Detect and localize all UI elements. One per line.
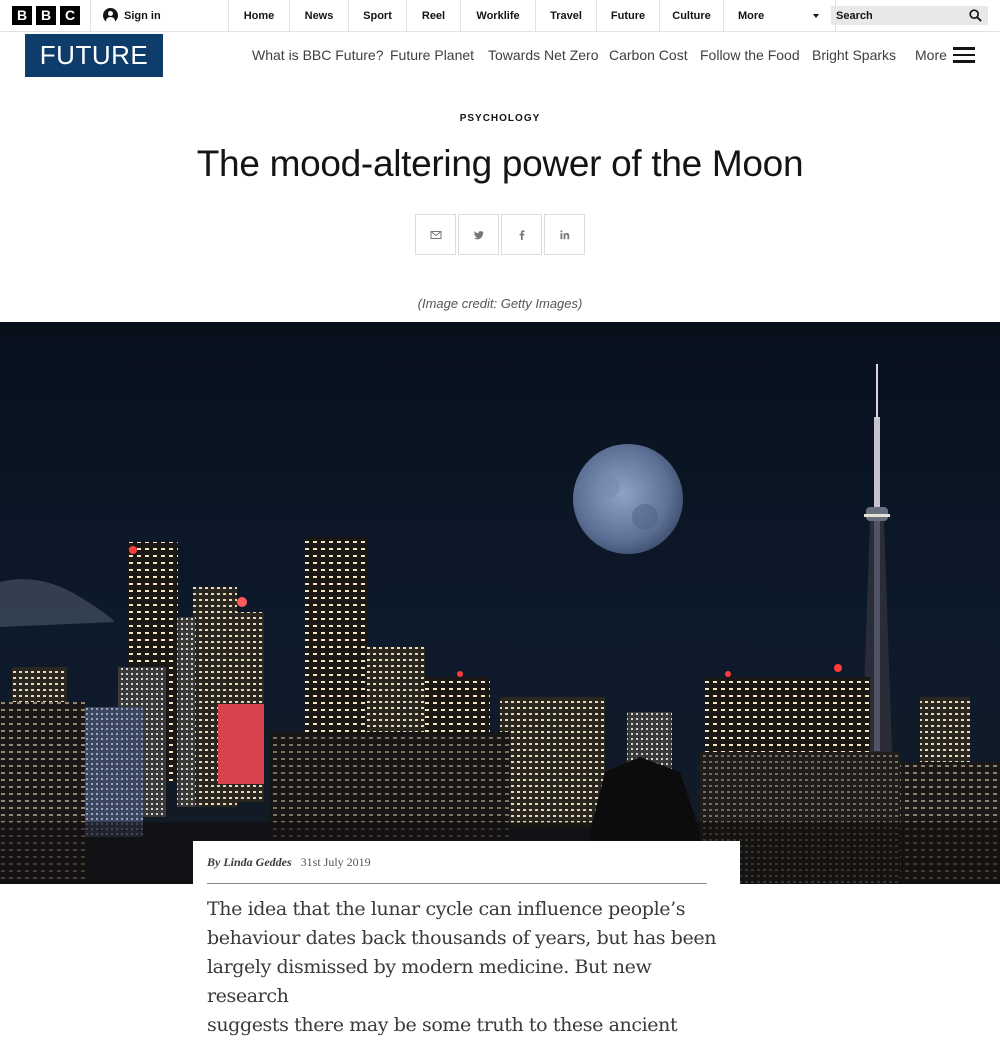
global-nav-future[interactable]: Future xyxy=(596,0,659,31)
standfirst-line: largely dismissed by modern medicine. But new research xyxy=(207,956,652,1007)
city-skyline-moon-image xyxy=(0,322,1000,884)
image-credit: (Image credit: Getty Images) xyxy=(417,296,583,311)
global-nav-reel[interactable]: Reel xyxy=(406,0,460,31)
bbc-logo-letter: B xyxy=(12,6,32,25)
section-nav-item[interactable]: Carbon Cost xyxy=(609,47,688,63)
standfirst-line: The idea that the lunar cycle can influence people’s xyxy=(207,898,686,920)
signin-link[interactable] xyxy=(103,0,161,31)
twitter-icon xyxy=(473,229,485,241)
section-nav-item[interactable]: Future Planet xyxy=(390,47,475,63)
future-logo[interactable]: FUTURE xyxy=(25,34,163,77)
search-placeholder: Search xyxy=(836,9,873,22)
global-nav-more-button[interactable] xyxy=(723,0,836,31)
standfirst-line: behaviour dates back thousands of years, but has been xyxy=(207,927,717,949)
global-nav-travel[interactable]: Travel xyxy=(535,0,596,31)
standfirst-line: suggests there may be some truth to these ancient xyxy=(207,1014,678,1036)
global-nav-culture[interactable]: Culture xyxy=(659,0,723,31)
divider xyxy=(207,883,707,884)
linkedin-icon xyxy=(559,229,571,241)
global-nav-worklife[interactable]: Worklife xyxy=(460,0,535,31)
global-nav-more-label: More xyxy=(738,9,765,22)
bbc-logo-letter: B xyxy=(36,6,56,25)
section-nav-item[interactable]: Towards Net Zero xyxy=(488,47,599,63)
signin-label: Sign in xyxy=(124,9,161,22)
global-nav xyxy=(228,0,836,31)
bbc-logo-letter: C xyxy=(60,6,80,25)
byline xyxy=(207,855,371,870)
global-nav-sport[interactable]: Sport xyxy=(348,0,406,31)
search-icon[interactable] xyxy=(969,9,982,22)
divider xyxy=(90,0,91,31)
section-nav-more[interactable]: More xyxy=(915,47,947,63)
article-kicker[interactable]: PSYCHOLOGY xyxy=(459,113,541,124)
search-input[interactable] xyxy=(831,6,988,25)
article-standfirst xyxy=(207,895,717,1040)
global-header xyxy=(0,0,1000,32)
menu-icon[interactable] xyxy=(953,47,975,63)
share-linkedin-button[interactable] xyxy=(544,214,585,255)
hero-image xyxy=(0,322,1000,884)
share-email-button[interactable] xyxy=(415,214,456,255)
article-intro-card xyxy=(193,841,740,1036)
section-nav-item[interactable]: What is BBC Future? xyxy=(252,47,384,63)
global-nav-news[interactable]: News xyxy=(289,0,348,31)
chevron-down-icon xyxy=(813,14,819,18)
byline-author[interactable]: By Linda Geddes xyxy=(207,855,292,869)
article-headline: The mood-altering power of the Moon xyxy=(196,143,804,184)
bbc-logo[interactable] xyxy=(12,6,80,25)
email-icon xyxy=(430,229,442,241)
share-bar xyxy=(415,214,585,255)
user-icon xyxy=(103,8,118,23)
facebook-icon xyxy=(516,229,528,241)
section-nav-item[interactable]: Bright Sparks xyxy=(812,47,897,63)
section-nav-item[interactable]: Follow the Food xyxy=(700,47,800,63)
byline-date: 31st July 2019 xyxy=(300,855,371,869)
share-twitter-button[interactable] xyxy=(458,214,499,255)
share-facebook-button[interactable] xyxy=(501,214,542,255)
global-nav-home[interactable]: Home xyxy=(228,0,289,31)
